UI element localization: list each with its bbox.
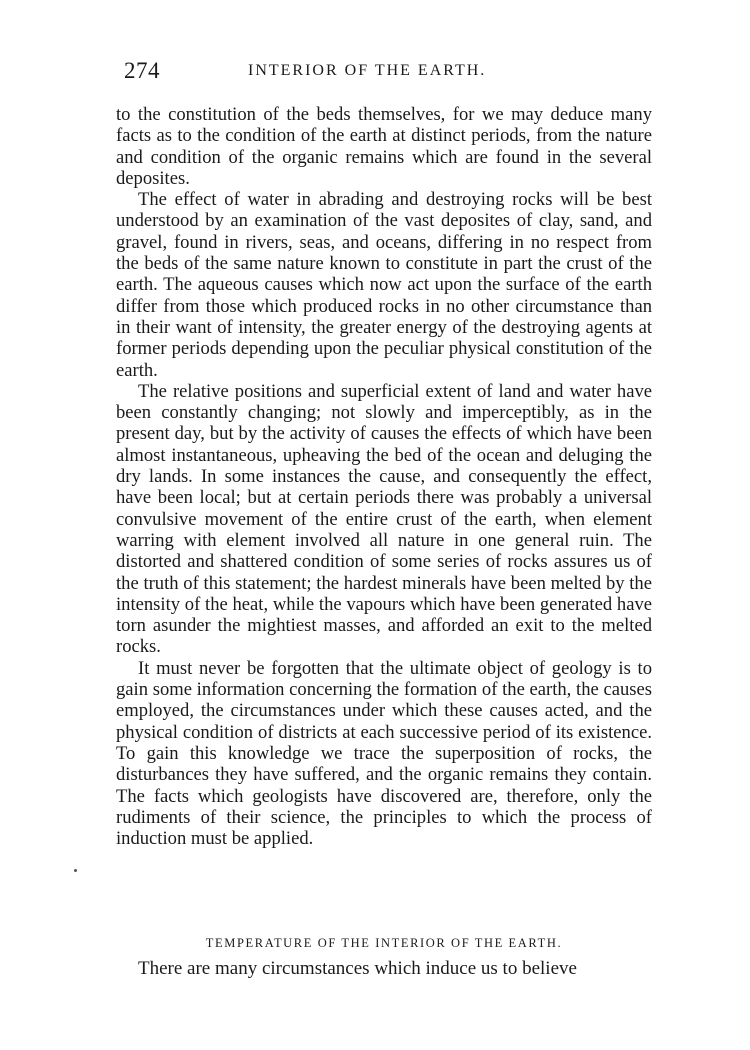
paragraph-water-effect: The effect of water in abrading and destroying rocks will be best understood by an examination of the vast deposites of clay, sand, and gravel, found in rivers, seas, and oceans, differing in no respect from the beds of the same nature known to constitute in part the crust of the earth. The aqueous causes which now act upon the surface of the earth differ from those which produced rocks in no other circumstance than in their want of intensity, the greater energy of the destroying agents at former periods depending upon the peculiar physical constitution of the earth. — [116, 189, 652, 381]
running-head: INTERIOR OF THE EARTH. — [248, 62, 487, 79]
page-number: 274 — [124, 58, 160, 83]
paragraph-geology-object: It must never be forgotten that the ultimate object of geology is to gain some information concerning the formation of the earth, the causes employed, the circumstances under which these causes acted, and the physical condition of districts at each successive period of its existence. To gain this knowledge we trace the superposition of rocks, the disturbances they have suffered, and the organic remains they contain. The facts which geologists have discovered are, therefore, only the rudiments of their science, the principles to which the process of induction must be applied. — [116, 657, 652, 850]
body-text — [116, 104, 652, 849]
paragraph-land-water: The relative positions and superficial extent of land and water have been constantly changing; not slowly and imperceptibly, as in the present day, but by the activity of causes the effects of which have been almost instantaneous, upheaving the bed of the ocean and deluging the dry lands. In some instances the cause, and consequently the effect, have been local; but at certain periods there was probably a universal convulsive movement of the entire crust of the earth, when element warring with element involved all nature in one general ruin. The distorted and shattered condition of some series of rocks assures us of the truth of this statement; the hardest minerals have been melted by the intensity of the heat, while the vapours which have been generated have torn asunder the mightiest masses, and afforded an exit to the melted rocks. — [116, 380, 652, 658]
paragraph-temperature-start: There are many circumstances which induce us to believe — [138, 958, 577, 979]
page-header — [124, 58, 654, 88]
paragraph-continuation: to the constitution of the beds themselves, for we may deduce many facts as to the condition of the earth at distinct periods, from the nature and condition of the organic remains which are found in the several deposites. — [116, 104, 652, 189]
margin-mark — [74, 869, 77, 872]
section-heading: TEMPERATURE OF THE INTERIOR OF THE EARTH. — [205, 936, 563, 950]
